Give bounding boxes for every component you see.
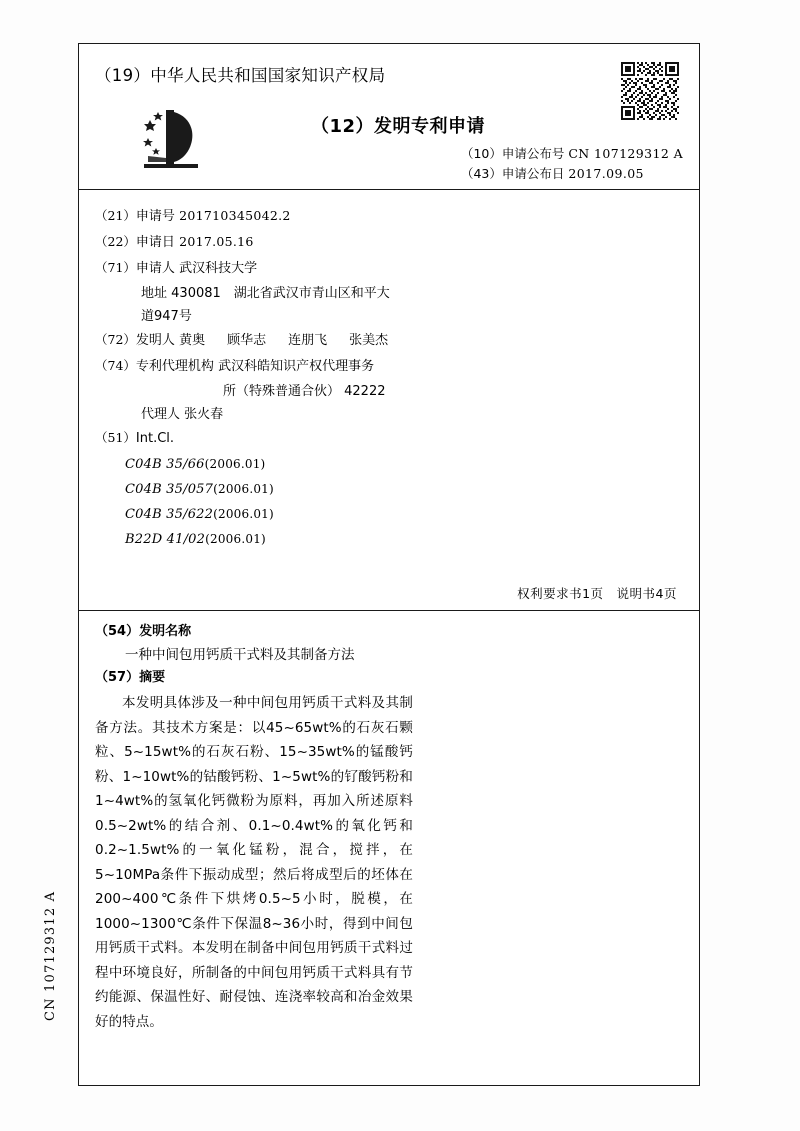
- abstract-paragraph: 本发明具体涉及一种中间包用钙质干式料及其制备方法。其技术方案是：以45~65wt%的石灰石颗粒、5~15wt%的石灰石粉、15~35wt%的锰酸钙粉、1~10wt%的钴酸钙粉、1~5wt%的钌酸钙粉和1~4wt%的氢氧化钙微粉为原料，再加入所述原料0.5~2wt%的结合剂、0.1~0.4wt%的氧化钙和0.2~1.5wt%的一氧化锰粉，混合，搅拌，在5~10MPa条件下振动成型；然后将成型后的坯体在200~400℃条件下烘烤0.5~5小时，脱模，在1000~1300℃条件下保温8~36小时，得到中间包用钙质干式料。本发明在制备中间包用钙质干式料过程中环境良好，所制备的中间包用钙质干式料具有节约能源、保温性好、耐侵蚀、连浇率较高和冶金效果好的特点。: [95, 695, 413, 1030]
- publication-number-label: （10）申请公布号: [460, 146, 565, 161]
- ipc-list: [95, 452, 683, 552]
- agency-code: （74）: [95, 358, 136, 373]
- bibliographic-zone: [79, 190, 699, 611]
- applicant-address-line-2: 道947号: [141, 309, 192, 324]
- application-date-value: 2017.05.16: [179, 234, 254, 249]
- agent-label: 代理人: [141, 407, 181, 422]
- field-application-number: [95, 204, 683, 228]
- field-application-date: [95, 230, 683, 254]
- application-date-label: 申请日: [135, 235, 175, 250]
- field-agent: [95, 403, 683, 426]
- abstract-text-block: [95, 691, 413, 1034]
- inventor-name-list: [179, 333, 410, 348]
- inventors-code: （72）: [95, 332, 136, 347]
- invention-title: 一种中间包用钙质干式料及其制备方法: [125, 647, 355, 663]
- inventor-name: 顾华志: [227, 333, 267, 348]
- application-number-code: （21）: [95, 208, 136, 223]
- inventor-name: 黄奥: [179, 333, 206, 348]
- ipc-code: （51）: [95, 430, 136, 445]
- invention-title-head: （54）发明名称: [95, 624, 192, 639]
- publication-date-line: [461, 164, 683, 184]
- applicant-name: 武汉科技大学: [179, 261, 258, 276]
- field-applicant: [95, 256, 683, 280]
- publication-info: [461, 144, 683, 184]
- ipc-item: [125, 477, 683, 502]
- field-ipc: [95, 426, 683, 450]
- ipc-version: (2006.01): [205, 532, 266, 546]
- application-date-code: （22）: [95, 234, 136, 249]
- document-frame: [78, 43, 700, 1086]
- abstract-head: （57）摘要: [95, 670, 166, 685]
- document-type-title: （12）发明专利申请: [311, 116, 486, 137]
- ipc-version: (2006.01): [213, 507, 274, 521]
- applicant-label: 申请人: [135, 261, 175, 276]
- qr-code-icon: [621, 62, 679, 120]
- agent-name: 张火春: [184, 407, 224, 422]
- agency-name-line-2: 所（特殊普通合伙） 42222: [223, 384, 386, 399]
- publication-number-line: [461, 144, 683, 164]
- ipc-item: [125, 502, 683, 527]
- publication-number-value: CN 107129312 A: [568, 146, 683, 161]
- ipc-item: [125, 452, 683, 477]
- applicant-address-line-1: [95, 282, 683, 305]
- publication-date-label: （43）申请公布日: [460, 166, 565, 181]
- ipc-label: Int.Cl.: [135, 431, 175, 446]
- abstract-zone: [79, 611, 699, 1085]
- ipc-symbol: C04B 35/622: [125, 507, 214, 522]
- side-publication-code: CN 107129312 A: [43, 890, 58, 1021]
- ipc-symbol: C04B 35/057: [125, 482, 214, 497]
- ipc-symbol: C04B 35/66: [125, 457, 205, 472]
- issuing-office-line: （19）中华人民共和国国家知识产权局: [95, 66, 386, 85]
- inventor-name: 连朋飞: [288, 333, 328, 348]
- address-text-1: 430081 湖北省武汉市青山区和平大: [171, 286, 390, 301]
- field-inventors: [95, 328, 683, 352]
- inventor-name: 张美杰: [349, 333, 389, 348]
- inventors-label: 发明人: [135, 333, 175, 348]
- address-label: 地址: [141, 286, 168, 301]
- cnipa-emblem-icon: [136, 102, 212, 178]
- field-agency: [95, 354, 683, 378]
- application-number-label: 申请号: [135, 209, 175, 224]
- applicant-code: （71）: [95, 260, 136, 275]
- publication-date-value: 2017.09.05: [568, 166, 644, 181]
- ipc-symbol: B22D 41/02: [125, 532, 206, 547]
- ipc-version: (2006.01): [204, 457, 266, 471]
- agency-name-line-1: 武汉科皓知识产权代理事务: [218, 359, 375, 374]
- ipc-version: (2006.01): [213, 482, 274, 496]
- ipc-item: [125, 527, 683, 552]
- header-zone: [79, 44, 699, 190]
- agency-label: 专利代理机构: [135, 359, 214, 374]
- application-number-value: 201710345042.2: [179, 208, 291, 223]
- pages-note: 权利要求书1页 说明书4页: [517, 586, 677, 601]
